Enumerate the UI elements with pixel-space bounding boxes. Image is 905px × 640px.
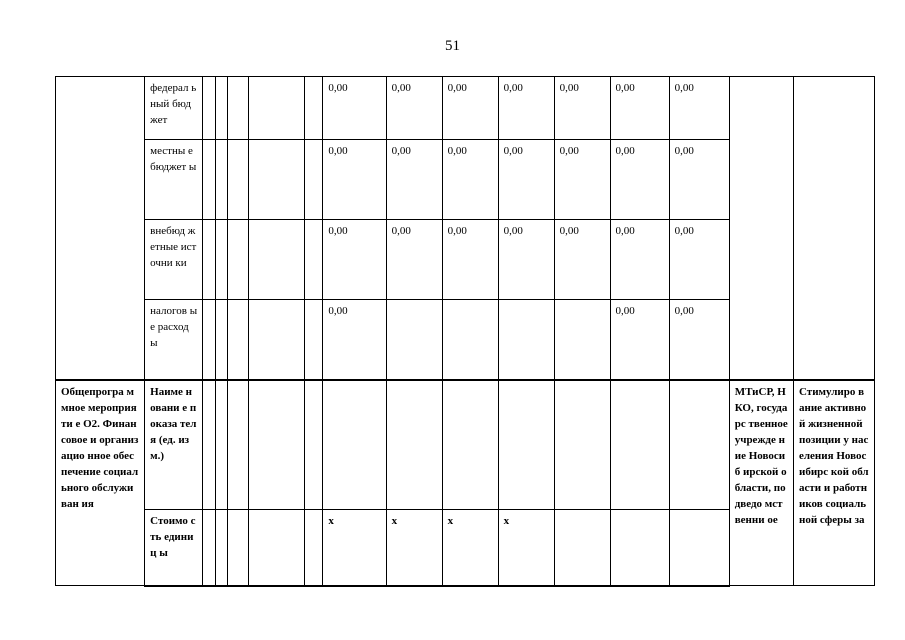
value-cell: 0,00 — [554, 77, 610, 140]
empty-event-cell — [56, 77, 145, 380]
value-cell: 0,00 — [442, 140, 498, 220]
value-cell: 0,00 — [610, 77, 669, 140]
value-cell — [498, 300, 554, 380]
value-cell: 0,00 — [610, 220, 669, 300]
unit-cost-value: x — [386, 510, 442, 586]
program-budget-table — [55, 76, 875, 587]
value-cell: 0,00 — [442, 77, 498, 140]
value-cell: 0,00 — [554, 220, 610, 300]
source-label: налогов ые расход ы — [145, 300, 203, 380]
value-cell: 0,00 — [386, 77, 442, 140]
value-cell — [386, 300, 442, 380]
table-row — [56, 380, 875, 510]
value-cell: 0,00 — [323, 77, 386, 140]
unit-cost-value: x — [323, 510, 386, 586]
executor: МТиСР, НКО, государс твенное учрежде ние Новосиб ирской области, подведо мственни ое — [729, 380, 793, 586]
value-cell: 0,00 — [386, 140, 442, 220]
indicator-label: Наиме новани е показа теля (ед. изм.) — [145, 380, 203, 510]
value-cell: 0,00 — [498, 220, 554, 300]
value-cell: 0,00 — [669, 77, 729, 140]
empty-result-cell — [794, 77, 875, 380]
value-cell: 0,00 — [498, 140, 554, 220]
value-cell: 0,00 — [554, 140, 610, 220]
value-cell: 0,00 — [610, 300, 669, 380]
expected-result: Стимулиро вание активной жизненной позиции у населения Новосибирс кой области и работников социальной сферы за — [794, 380, 875, 586]
event-name: Общепрогра ммное мероприяти е О2. Финансовое и организацио нное обеспечение социального обслуживан ия — [56, 380, 145, 586]
value-cell: 0,00 — [669, 220, 729, 300]
unit-cost-label: Стоимо сть единиц ы — [145, 510, 203, 586]
value-cell: 0,00 — [323, 300, 386, 380]
source-label: внебюд жетные источни ки — [145, 220, 203, 300]
source-label: федерал ьный бюджет — [145, 77, 203, 140]
value-cell — [554, 300, 610, 380]
value-cell — [442, 300, 498, 380]
value-cell: 0,00 — [498, 77, 554, 140]
page-number: 51 — [445, 38, 460, 54]
value-cell: 0,00 — [669, 140, 729, 220]
value-cell: 0,00 — [386, 220, 442, 300]
value-cell: 0,00 — [669, 300, 729, 380]
value-cell: 0,00 — [323, 220, 386, 300]
unit-cost-value: x — [498, 510, 554, 586]
unit-cost-value: x — [442, 510, 498, 586]
empty-executor-cell — [729, 77, 793, 380]
value-cell: 0,00 — [610, 140, 669, 220]
value-cell: 0,00 — [442, 220, 498, 300]
source-label: местны е бюджет ы — [145, 140, 203, 220]
value-cell: 0,00 — [323, 140, 386, 220]
table-row — [56, 77, 875, 140]
